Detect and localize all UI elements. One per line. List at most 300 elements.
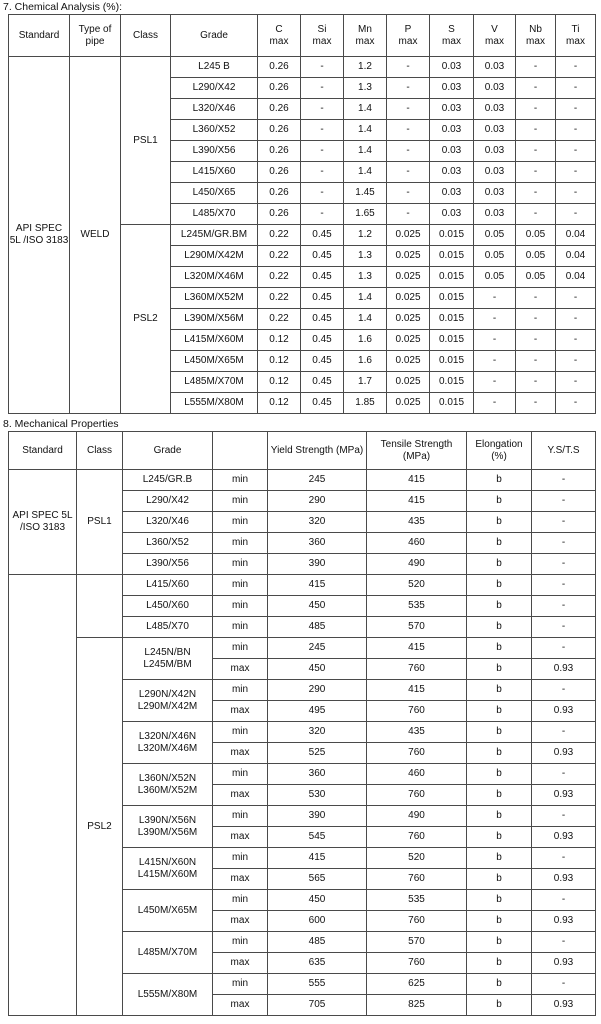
value-cell: 0.45 [301,330,344,351]
limit-cell: max [213,995,268,1016]
value-cell: 555 [268,974,367,995]
grade-cell: L415N/X60N L415M/X60M [123,848,213,890]
value-cell: 360 [268,533,367,554]
value-cell: 760 [367,911,467,932]
value-cell: - [556,99,596,120]
value-cell: 1.3 [344,267,387,288]
limit-cell: min [213,806,268,827]
element-symbol: Mn [358,23,372,35]
chem-header-element [474,15,516,57]
value-cell: 0.22 [258,267,301,288]
value-cell: 0.025 [387,288,430,309]
value-cell: 600 [268,911,367,932]
value-cell: - [556,393,596,414]
value-cell: - [532,764,596,785]
value-cell: - [532,512,596,533]
value-cell: - [301,120,344,141]
value-cell: 0.025 [387,309,430,330]
value-cell: 0.45 [301,288,344,309]
chem-header-element [556,15,596,57]
element-symbol: S [448,23,455,35]
value-cell: 0.03 [430,204,474,225]
element-symbol: Ti [571,23,580,35]
value-cell: 0.025 [387,246,430,267]
class-cell: PSL2 [121,225,171,414]
value-cell: 0.03 [474,204,516,225]
value-cell: 0.03 [474,120,516,141]
value-cell: 0.93 [532,743,596,764]
value-cell: 760 [367,827,467,848]
value-cell: - [532,575,596,596]
grade-cell: L390N/X56N L390M/X56M [123,806,213,848]
value-cell: 0.04 [556,246,596,267]
value-cell: 0.015 [430,267,474,288]
element-limit: max [566,35,585,47]
value-cell: b [467,722,532,743]
value-cell: 0.05 [516,246,556,267]
value-cell: - [532,533,596,554]
value-cell: b [467,533,532,554]
value-cell: 0.05 [474,225,516,246]
value-cell: - [474,351,516,372]
grade-cell: L360M/X52M [171,288,258,309]
value-cell: - [516,99,556,120]
grade-cell: L415/X60 [171,162,258,183]
chem-header-standard: Standard [9,15,70,57]
chem-header-element [387,15,430,57]
grade-cell: L290/X42 [123,491,213,512]
value-cell: - [516,393,556,414]
value-cell: 0.26 [258,120,301,141]
value-cell: 0.04 [556,225,596,246]
value-cell: b [467,974,532,995]
chem-header-element [516,15,556,57]
value-cell: 0.03 [430,57,474,78]
value-cell: - [556,372,596,393]
value-cell: 0.015 [430,288,474,309]
value-cell: 0.26 [258,99,301,120]
value-cell: 1.4 [344,162,387,183]
value-cell: - [516,162,556,183]
element-limit: max [485,35,504,47]
value-cell: 1.4 [344,288,387,309]
mech-header-yield: Yield Strength (MPa) [268,432,367,470]
chemical-analysis-table [8,14,596,414]
value-cell: 415 [268,575,367,596]
value-cell: 1.65 [344,204,387,225]
value-cell: 0.93 [532,953,596,974]
chem-header-class: Class [121,15,171,57]
value-cell: 520 [367,575,467,596]
value-cell: 0.45 [301,225,344,246]
value-cell: 0.015 [430,393,474,414]
value-cell: 1.6 [344,351,387,372]
value-cell: 415 [367,491,467,512]
value-cell: - [516,141,556,162]
value-cell: 360 [268,764,367,785]
value-cell: - [387,99,430,120]
grade-cell: L290N/X42N L290M/X42M [123,680,213,722]
value-cell: - [516,288,556,309]
value-cell: 490 [367,806,467,827]
value-cell: - [516,372,556,393]
value-cell: 760 [367,869,467,890]
value-cell: 415 [367,470,467,491]
value-cell: - [556,183,596,204]
grade-cell: L360N/X52N L360M/X52M [123,764,213,806]
value-cell: 490 [367,554,467,575]
value-cell: b [467,638,532,659]
grade-cell: L450M/X65M [171,351,258,372]
value-cell: - [387,120,430,141]
value-cell: 0.03 [474,78,516,99]
value-cell: 520 [367,848,467,869]
value-cell: - [516,330,556,351]
value-cell: - [532,890,596,911]
limit-cell: max [213,869,268,890]
value-cell: b [467,764,532,785]
value-cell: - [516,309,556,330]
value-cell: 390 [268,806,367,827]
chem-header-element [430,15,474,57]
table-row [9,57,596,78]
value-cell: 0.45 [301,246,344,267]
value-cell: 0.03 [474,183,516,204]
value-cell: 460 [367,533,467,554]
value-cell: 760 [367,701,467,722]
value-cell: b [467,953,532,974]
value-cell: 0.22 [258,288,301,309]
value-cell: 0.025 [387,225,430,246]
value-cell: b [467,701,532,722]
value-cell: 0.015 [430,225,474,246]
value-cell: 1.3 [344,78,387,99]
value-cell: 245 [268,638,367,659]
grade-cell: L390/X56 [123,554,213,575]
chem-header-row [9,15,596,57]
value-cell: 415 [367,680,467,701]
limit-cell: min [213,638,268,659]
value-cell: 0.025 [387,372,430,393]
limit-cell: min [213,596,268,617]
value-cell: 485 [268,932,367,953]
grade-cell: L290M/X42M [171,246,258,267]
mech-header-standard: Standard [9,432,77,470]
grade-cell: L415/X60 [123,575,213,596]
limit-cell: max [213,785,268,806]
value-cell: 705 [268,995,367,1016]
value-cell: 1.3 [344,246,387,267]
element-symbol: C [275,23,283,35]
value-cell: 535 [367,890,467,911]
value-cell: 0.03 [430,78,474,99]
value-cell: 625 [367,974,467,995]
value-cell: - [516,57,556,78]
value-cell: - [301,141,344,162]
value-cell: 0.05 [474,246,516,267]
limit-cell: min [213,848,268,869]
mech-section-title: 8. Mechanical Properties [3,418,119,430]
class-cell-blank [77,575,123,638]
value-cell: b [467,491,532,512]
value-cell: - [301,78,344,99]
value-cell: 450 [268,596,367,617]
value-cell: 760 [367,743,467,764]
value-cell: 1.4 [344,120,387,141]
mech-header-limit [213,432,268,470]
value-cell: b [467,785,532,806]
mech-header-tensile: Tensile Strength (MPa) [367,432,467,470]
grade-cell: L485M/X70M [171,372,258,393]
grade-cell: L245N/BN L245M/BM [123,638,213,680]
grade-cell: L390/X56 [171,141,258,162]
value-cell: 0.93 [532,869,596,890]
value-cell: 0.12 [258,372,301,393]
limit-cell: min [213,722,268,743]
value-cell: - [474,372,516,393]
value-cell: - [301,57,344,78]
mech-header-row [9,432,596,470]
value-cell: 0.93 [532,827,596,848]
grade-cell: L390M/X56M [171,309,258,330]
value-cell: - [301,204,344,225]
value-cell: b [467,680,532,701]
value-cell: 0.93 [532,659,596,680]
value-cell: 825 [367,995,467,1016]
value-cell: 0.26 [258,183,301,204]
element-symbol: Si [317,23,327,35]
value-cell: 0.015 [430,372,474,393]
element-symbol: Nb [529,23,542,35]
value-cell: - [532,617,596,638]
value-cell: - [387,162,430,183]
mechanical-properties-table [8,431,596,1016]
value-cell: 415 [367,638,467,659]
mech-header-elongation: Elongation (%) [467,432,532,470]
value-cell: 0.12 [258,393,301,414]
value-cell: - [532,722,596,743]
value-cell: 390 [268,554,367,575]
value-cell: 320 [268,512,367,533]
limit-cell: max [213,701,268,722]
value-cell: - [556,141,596,162]
value-cell: 0.26 [258,141,301,162]
value-cell: 0.05 [516,267,556,288]
value-cell: - [516,183,556,204]
value-cell: - [532,848,596,869]
grade-cell: L320/X46 [123,512,213,533]
grade-cell: L485/X70 [171,204,258,225]
mech-header-grade: Grade [123,432,213,470]
value-cell: - [532,974,596,995]
limit-cell: max [213,659,268,680]
value-cell: 0.12 [258,330,301,351]
grade-cell: L245M/GR.BM [171,225,258,246]
value-cell: 0.03 [474,57,516,78]
grade-cell: L555M/X80M [123,974,213,1016]
value-cell: b [467,470,532,491]
value-cell: 1.7 [344,372,387,393]
value-cell: 570 [367,932,467,953]
value-cell: - [387,183,430,204]
value-cell: 0.015 [430,330,474,351]
value-cell: b [467,743,532,764]
value-cell: - [387,78,430,99]
value-cell: 0.45 [301,393,344,414]
value-cell: 450 [268,659,367,680]
value-cell: - [556,330,596,351]
value-cell: 0.45 [301,372,344,393]
value-cell: 460 [367,764,467,785]
value-cell: - [516,120,556,141]
pipe-type-cell: WELD [70,57,121,414]
value-cell: 450 [268,890,367,911]
element-limit: max [312,35,332,47]
limit-cell: min [213,533,268,554]
value-cell: 0.12 [258,351,301,372]
value-cell: - [387,204,430,225]
grade-cell: L360/X52 [171,120,258,141]
value-cell: 0.26 [258,162,301,183]
limit-cell: max [213,743,268,764]
value-cell: 0.93 [532,995,596,1016]
value-cell: 1.2 [344,225,387,246]
value-cell: b [467,869,532,890]
value-cell: 0.26 [258,57,301,78]
value-cell: 565 [268,869,367,890]
limit-cell: min [213,932,268,953]
value-cell: 0.015 [430,351,474,372]
grade-cell: L450M/X65M [123,890,213,932]
limit-cell: min [213,890,268,911]
table-row [9,470,596,491]
value-cell: 0.04 [556,267,596,288]
value-cell: b [467,575,532,596]
table-row [9,638,596,659]
value-cell: 245 [268,470,367,491]
value-cell: 530 [268,785,367,806]
grade-cell: L245/GR.B [123,470,213,491]
value-cell: - [532,932,596,953]
value-cell: - [532,680,596,701]
element-limit: max [442,35,461,47]
value-cell: b [467,911,532,932]
value-cell: 0.26 [258,204,301,225]
value-cell: - [301,162,344,183]
limit-cell: min [213,575,268,596]
value-cell: 635 [268,953,367,974]
value-cell: 535 [367,596,467,617]
value-cell: 0.03 [474,99,516,120]
value-cell: 1.4 [344,141,387,162]
mech-header-class: Class [77,432,123,470]
value-cell: 0.26 [258,78,301,99]
limit-cell: min [213,764,268,785]
value-cell: 0.03 [474,162,516,183]
element-symbol: V [491,23,498,35]
value-cell: 0.45 [301,309,344,330]
value-cell: 0.03 [474,141,516,162]
value-cell: 415 [268,848,367,869]
value-cell: b [467,596,532,617]
value-cell: 0.03 [430,99,474,120]
value-cell: 0.22 [258,225,301,246]
value-cell: - [532,470,596,491]
limit-cell: min [213,470,268,491]
element-limit: max [398,35,418,47]
grade-cell: L485/X70 [123,617,213,638]
value-cell: 0.93 [532,911,596,932]
value-cell: 1.4 [344,309,387,330]
value-cell: - [516,204,556,225]
value-cell: - [516,78,556,99]
value-cell: 495 [268,701,367,722]
value-cell: 570 [367,617,467,638]
value-cell: - [516,351,556,372]
value-cell: 290 [268,491,367,512]
value-cell: b [467,659,532,680]
value-cell: b [467,827,532,848]
value-cell: 0.025 [387,330,430,351]
value-cell: 1.45 [344,183,387,204]
limit-cell: max [213,953,268,974]
limit-cell: min [213,680,268,701]
value-cell: 0.93 [532,701,596,722]
value-cell: 0.025 [387,351,430,372]
value-cell: - [532,491,596,512]
element-limit: max [526,35,545,47]
value-cell: 290 [268,680,367,701]
value-cell: - [474,309,516,330]
value-cell: - [532,806,596,827]
value-cell: 0.025 [387,267,430,288]
value-cell: 435 [367,512,467,533]
chem-header-type: Type of pipe [70,15,121,57]
element-limit: max [355,35,375,47]
value-cell: - [556,162,596,183]
value-cell: 1.2 [344,57,387,78]
limit-cell: min [213,974,268,995]
grade-cell: L245 B [171,57,258,78]
element-limit: max [269,35,289,47]
value-cell: 1.6 [344,330,387,351]
chem-header-element [258,15,301,57]
standard-cell: API SPEC 5L /ISO 3183 [9,470,77,575]
value-cell: 760 [367,953,467,974]
value-cell: b [467,848,532,869]
value-cell: 0.22 [258,309,301,330]
value-cell: - [387,57,430,78]
value-cell: 0.03 [430,183,474,204]
value-cell: 545 [268,827,367,848]
class-cell: PSL2 [77,638,123,1016]
value-cell: b [467,806,532,827]
value-cell: - [556,351,596,372]
value-cell: b [467,512,532,533]
grade-cell: L290/X42 [171,78,258,99]
element-symbol: P [404,23,412,35]
value-cell: - [556,309,596,330]
class-cell: PSL1 [77,470,123,575]
limit-cell: min [213,512,268,533]
value-cell: b [467,617,532,638]
value-cell: 485 [268,617,367,638]
value-cell: b [467,890,532,911]
value-cell: - [474,393,516,414]
value-cell: 0.22 [258,246,301,267]
value-cell: b [467,995,532,1016]
value-cell: 525 [268,743,367,764]
